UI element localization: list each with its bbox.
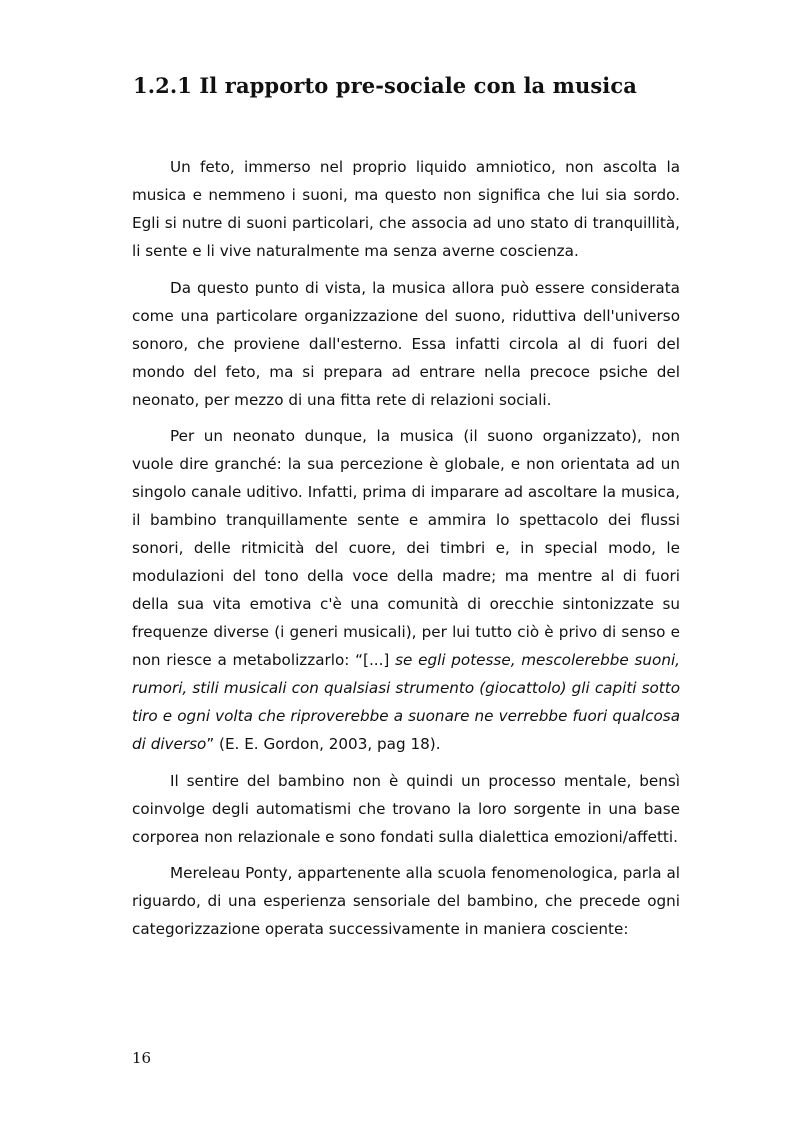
paragraph-3-lead: Per un neonato dunque, la musica (il suono organizzato), non vuole dire granché: la sua percezione è globale, e non orientata ad un singolo canale uditivo. Infatti, prima di imparare ad ascoltare la musica, il bambino tranquillamente sente e ammira lo spettacolo dei flussi sonori, delle ritmicità del cuore, dei timbri e, in special modo, le modulazioni del tono della voce della madre; ma mentre al di fuori della sua vita emotiva c'è una comunità di orecchie sintonizzate su frequenze diverse (i generi musicali), per lui tutto ciò è privo di senso e non riesce a metabolizzarlo: “[...] bbox=[132, 427, 680, 669]
gordon-citation: ” (E. E. Gordon, 2003, pag 18). bbox=[206, 735, 441, 753]
page-number: 16 bbox=[132, 1049, 152, 1067]
paragraph-5: Mereleau Ponty, appartenente alla scuola fenomenologica, parla al riguardo, di una esperienza sensoriale del bambino, che precede ogni categorizzazione operata successivamente in maniera cosciente: bbox=[132, 864, 680, 938]
paragraph-4: Il sentire del bambino non è quindi un processo mentale, bensì coinvolge degli automatismi che trovano la loro sorgente in una base corporea non relazionale e sono fondati sulla dialettica emozioni/affetti. bbox=[132, 771, 680, 846]
body-text bbox=[132, 153, 680, 952]
paragraph-2: Da questo punto di vista, la musica allora può essere considerata come una particolare organizzazione del suono, riduttiva dell'universo sonoro, che proviene dall'esterno. Essa infatti circola al di fuori del mondo del feto, ma si prepara ad entrare nella precoce psiche del neonato, per mezzo di una fitta rete di relazioni sociali. bbox=[132, 278, 680, 409]
gordon-quote: se egli potesse, mescolerebbe suoni, rumori, stili musicali con qualsiasi strumento (giocattolo) gli capiti sotto tiro e ogni volta che riproverebbe a suonare ne verrebbe fuori qualcosa di diverso bbox=[132, 651, 680, 753]
paragraph-1: Un feto, immerso nel proprio liquido amniotico, non ascolta la musica e nemmeno i suoni, ma questo non significa che lui sia sordo. Egli si nutre di suoni particolari, che associa ad uno stato di tranquillità, li sente e li vive naturalmente ma senza averne coscienza. bbox=[132, 158, 680, 260]
section-heading: 1.2.1 Il rapporto pre-sociale con la musica bbox=[133, 73, 637, 98]
paragraph-3 bbox=[132, 422, 680, 758]
